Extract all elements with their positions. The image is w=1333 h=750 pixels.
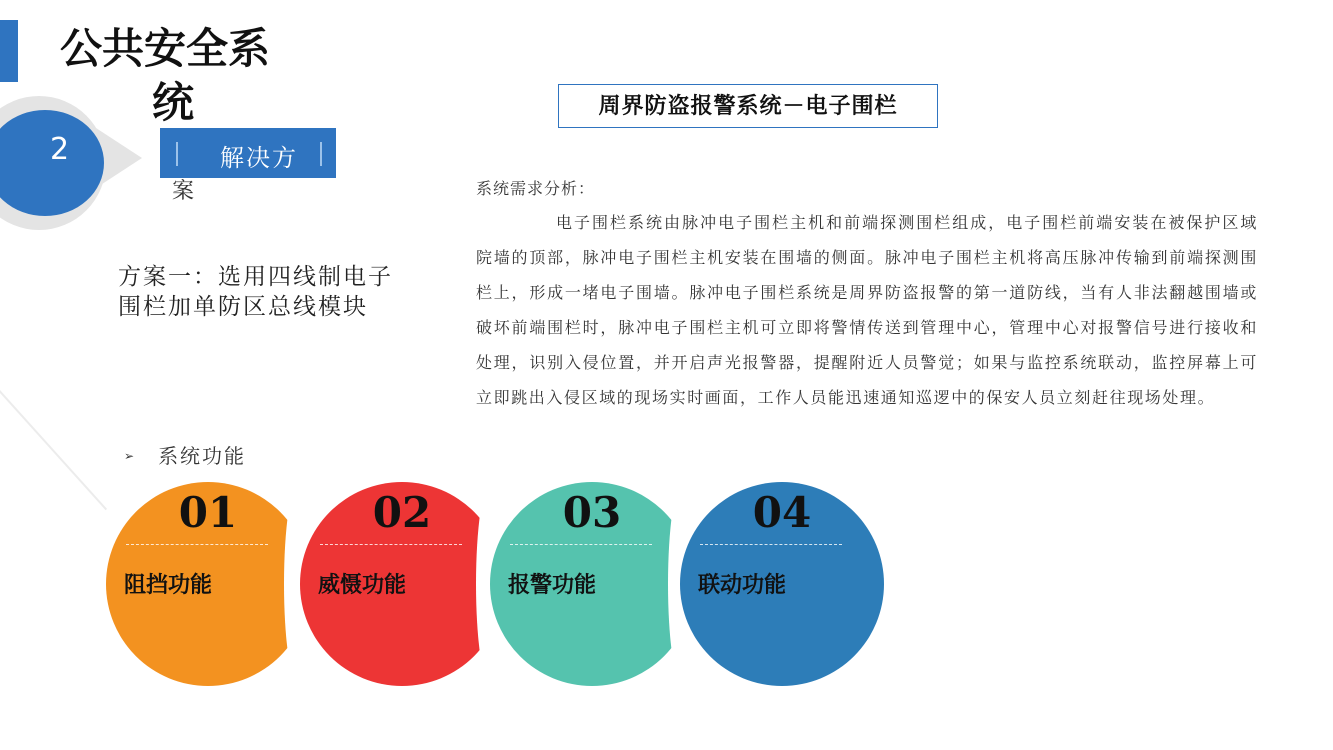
function-divider xyxy=(126,544,268,545)
solution-badge-divider-right xyxy=(320,142,322,166)
function-label: 报警功能 xyxy=(508,572,597,598)
function-divider xyxy=(510,544,652,545)
section-number: 2 xyxy=(50,132,70,167)
subsystem-heading: 周界防盗报警系统－电子围栏 xyxy=(558,84,938,128)
function-number: 02 xyxy=(372,488,432,537)
plan-description: 方案一：选用四线制电子围栏加单防区总线模块 xyxy=(118,264,393,320)
functions-heading-text: 系统功能 xyxy=(158,444,247,468)
decorative-line xyxy=(0,390,107,510)
function-label: 阻挡功能 xyxy=(124,572,213,598)
function-circle-4 xyxy=(680,482,884,686)
page-title-line2: 统 xyxy=(152,78,195,127)
solution-badge-label-line1: 解决方 xyxy=(220,144,298,172)
solution-badge-divider-left xyxy=(176,142,178,166)
requirements-body: 电子围栏系统由脉冲电子围栏主机和前端探测围栏组成，电子围栏前端安装在被保护区域院墙的顶部，脉冲电子围栏主机安装在围墙的侧面。脉冲电子围栏主机将高压脉冲传输到前端探测围栏上，形成一堵电子围墙。脉冲电子围栏系统是周界防盗报警的第一道防线，当有人非法翻越围墙或破坏前端围栏时，脉冲电子围栏主机可立即将警情传送到管理中心，管理中心对报警信号进行接收和处理，识别入侵位置，并开启声光报警器，提醒附近人员警觉；如果与监控系统联动，监控屏幕上可立即跳出入侵区域的现场实时画面，工作人员能迅速通知巡逻中的保安人员立刻赶往现场处理。 xyxy=(476,213,1258,407)
function-divider xyxy=(700,544,842,545)
function-circle-1 xyxy=(106,482,310,686)
functions-heading xyxy=(124,440,246,469)
function-circle-3 xyxy=(490,482,694,686)
page-title xyxy=(60,22,300,130)
solution-badge-label-line2: 案 xyxy=(172,179,195,204)
bullet-arrow-icon: ➢ xyxy=(124,449,137,463)
accent-bar xyxy=(0,20,18,82)
function-circle-2 xyxy=(300,482,504,686)
function-number: 01 xyxy=(178,488,238,537)
function-label: 联动功能 xyxy=(698,572,787,598)
function-divider xyxy=(320,544,462,545)
function-number: 04 xyxy=(752,488,812,537)
function-number: 03 xyxy=(562,488,622,537)
function-label: 威慑功能 xyxy=(318,572,407,598)
requirements-label: 系统需求分析： xyxy=(476,179,596,198)
page-title-line1: 公共安全系 xyxy=(60,24,271,73)
